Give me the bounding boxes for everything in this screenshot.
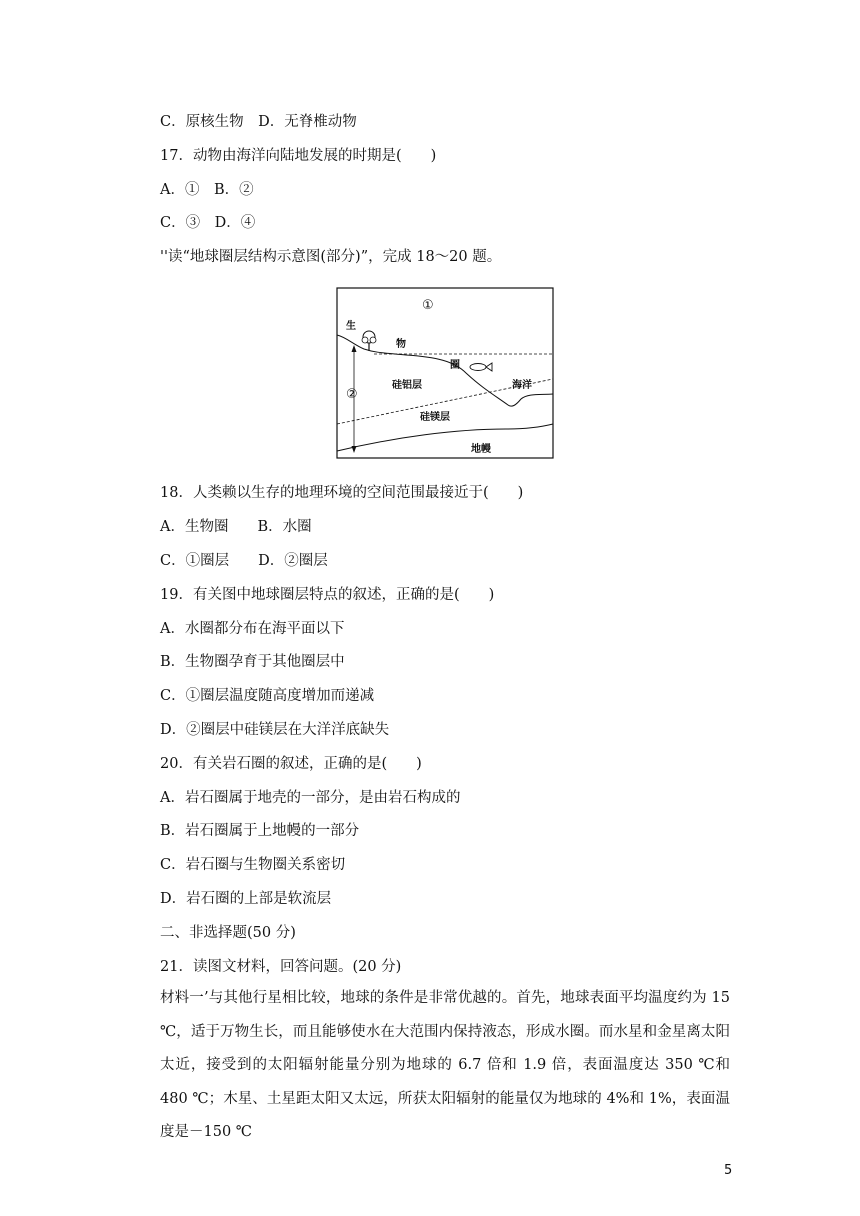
- label-simei: 硅镁层: [420, 412, 450, 423]
- label-circle-2: ②: [346, 387, 358, 402]
- label-circle-1: ①: [422, 298, 434, 313]
- text-line: A．水圈都分布在海平面以下: [160, 621, 345, 637]
- text-line: A．岩石圈属于地壳的一部分，是由岩石构成的: [160, 790, 461, 806]
- question-21: 21．读图文材料，回答问题。(20 分): [160, 959, 402, 975]
- label-quan: 圈: [450, 360, 460, 371]
- question-17: 17．动物由海洋向陆地发展的时期是( ): [160, 148, 437, 164]
- question-20: 20．有关岩石圈的叙述，正确的是( ): [160, 756, 422, 772]
- text-line: A．① B．②: [160, 182, 254, 198]
- label-wu: 物: [396, 339, 406, 350]
- text-line: C．原核生物 D．无脊椎动物: [160, 114, 357, 130]
- page-number: 5: [724, 1163, 733, 1178]
- fish-icon: [470, 364, 486, 371]
- text-line: C．①圈层温度随高度增加而递减: [160, 688, 375, 704]
- text-line: D．②圈层中硅镁层在大洋洋底缺失: [160, 722, 390, 738]
- text-line: B．岩石圈属于上地幔的一部分: [160, 823, 360, 839]
- text-line: ''读“地球圈层结构示意图(部分)”，完成 18～20 题。: [160, 249, 502, 265]
- text-line: C．③ D．④: [160, 215, 256, 231]
- text-line: A．生物圈 B．水圈: [160, 519, 312, 535]
- label-sheng: 生: [346, 321, 356, 332]
- text-line: B．生物圈孕育于其他圈层中: [160, 654, 345, 670]
- material-paragraph: 材料一’与其他行星相比较，地球的条件是非常优越的。首先，地球表面平均温度约为 15 ℃，适于万物生长，而且能够使水在大范围内保持液态，形成水圈。而水星和金星离太阳太近，接受到的太阳辐射能量分别为地球的 6.7 倍和 1.9 倍，表面温度达 350 ℃和 480 ℃；木星、土星距太阳又太远，所获太阳辐射的能量仅为地球的 4%和 1%，表面温度是－150 ℃: [160, 990, 730, 1140]
- label-diman: 地幔: [471, 444, 491, 455]
- question-18: 18．人类赖以生存的地理环境的空间范围最接近于( ): [160, 485, 524, 501]
- label-silv: 硅铝层: [392, 380, 422, 391]
- question-19: 19．有关图中地球圈层特点的叙述，正确的是( ): [160, 587, 495, 603]
- text-line: D．岩石圈的上部是软流层: [160, 891, 332, 907]
- section-heading: 二、非选择题(50 分): [160, 925, 296, 941]
- label-haiyang: 海洋: [512, 380, 532, 391]
- earth-layers-diagram: [336, 287, 554, 459]
- text-line: C．①圈层 D．②圈层: [160, 553, 328, 569]
- text-line: C．岩石圈与生物圈关系密切: [160, 857, 346, 873]
- diagram-svg: [336, 287, 554, 459]
